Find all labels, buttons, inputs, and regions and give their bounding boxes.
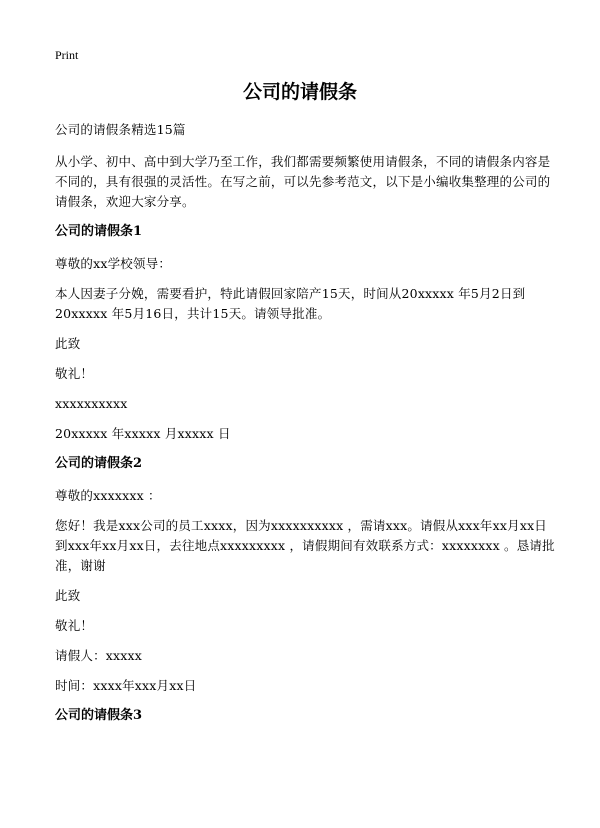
- section-heading-1: 公司的请假条1: [55, 224, 143, 239]
- intro-paragraph: 从小学、初中、高中到大学乃至工作，我们都需要频繁使用请假条，不同的请假条内容是不同的，具有很强的灵活性。在写之前，可以先参考范文，以下是小编收集整理的公司的请假条，欢迎大家分享。: [55, 154, 551, 209]
- requester-2: 请假人：xxxxx: [55, 648, 143, 663]
- document-subtitle: 公司的请假条精选15篇: [55, 122, 186, 137]
- print-link[interactable]: Print: [55, 48, 79, 62]
- closing-line-2b: 敬礼！: [55, 618, 94, 633]
- body-paragraph-1: 本人因妻子分娩，需要看护，特此请假回家陪产15天，时间从20xxxxx 年5月2日到20xxxxx 年5月16日，共计15天。请领导批准。: [55, 286, 526, 321]
- salutation-1: 尊敬的xx学校领导：: [55, 256, 172, 271]
- salutation-2: 尊敬的xxxxxxx ：: [55, 488, 161, 503]
- body-paragraph-2: 您好！我是xxx公司的员工xxxx，因为xxxxxxxxxx ，需请xxx。请假从xxx年xx月xx日到xxx年xx月xx日，去往地点xxxxxxxxx ，请假期间有效联系方式：xxxxxxxx 。恳请批准，谢谢: [55, 518, 555, 573]
- section-heading-3: 公司的请假条3: [55, 708, 143, 723]
- signature-1: xxxxxxxxxx: [55, 396, 128, 411]
- date-1: 20xxxxx 年xxxxx 月xxxxx 日: [55, 426, 231, 441]
- page-title: 公司的请假条: [242, 81, 357, 103]
- time-2: 时间：xxxx年xxx月xx日: [55, 678, 197, 693]
- document-body: [55, 120, 555, 738]
- section-heading-2: 公司的请假条2: [55, 456, 143, 471]
- closing-line-2a: 此致: [55, 588, 81, 603]
- closing-line-1b: 敬礼！: [55, 366, 94, 381]
- closing-line-1a: 此致: [55, 336, 81, 351]
